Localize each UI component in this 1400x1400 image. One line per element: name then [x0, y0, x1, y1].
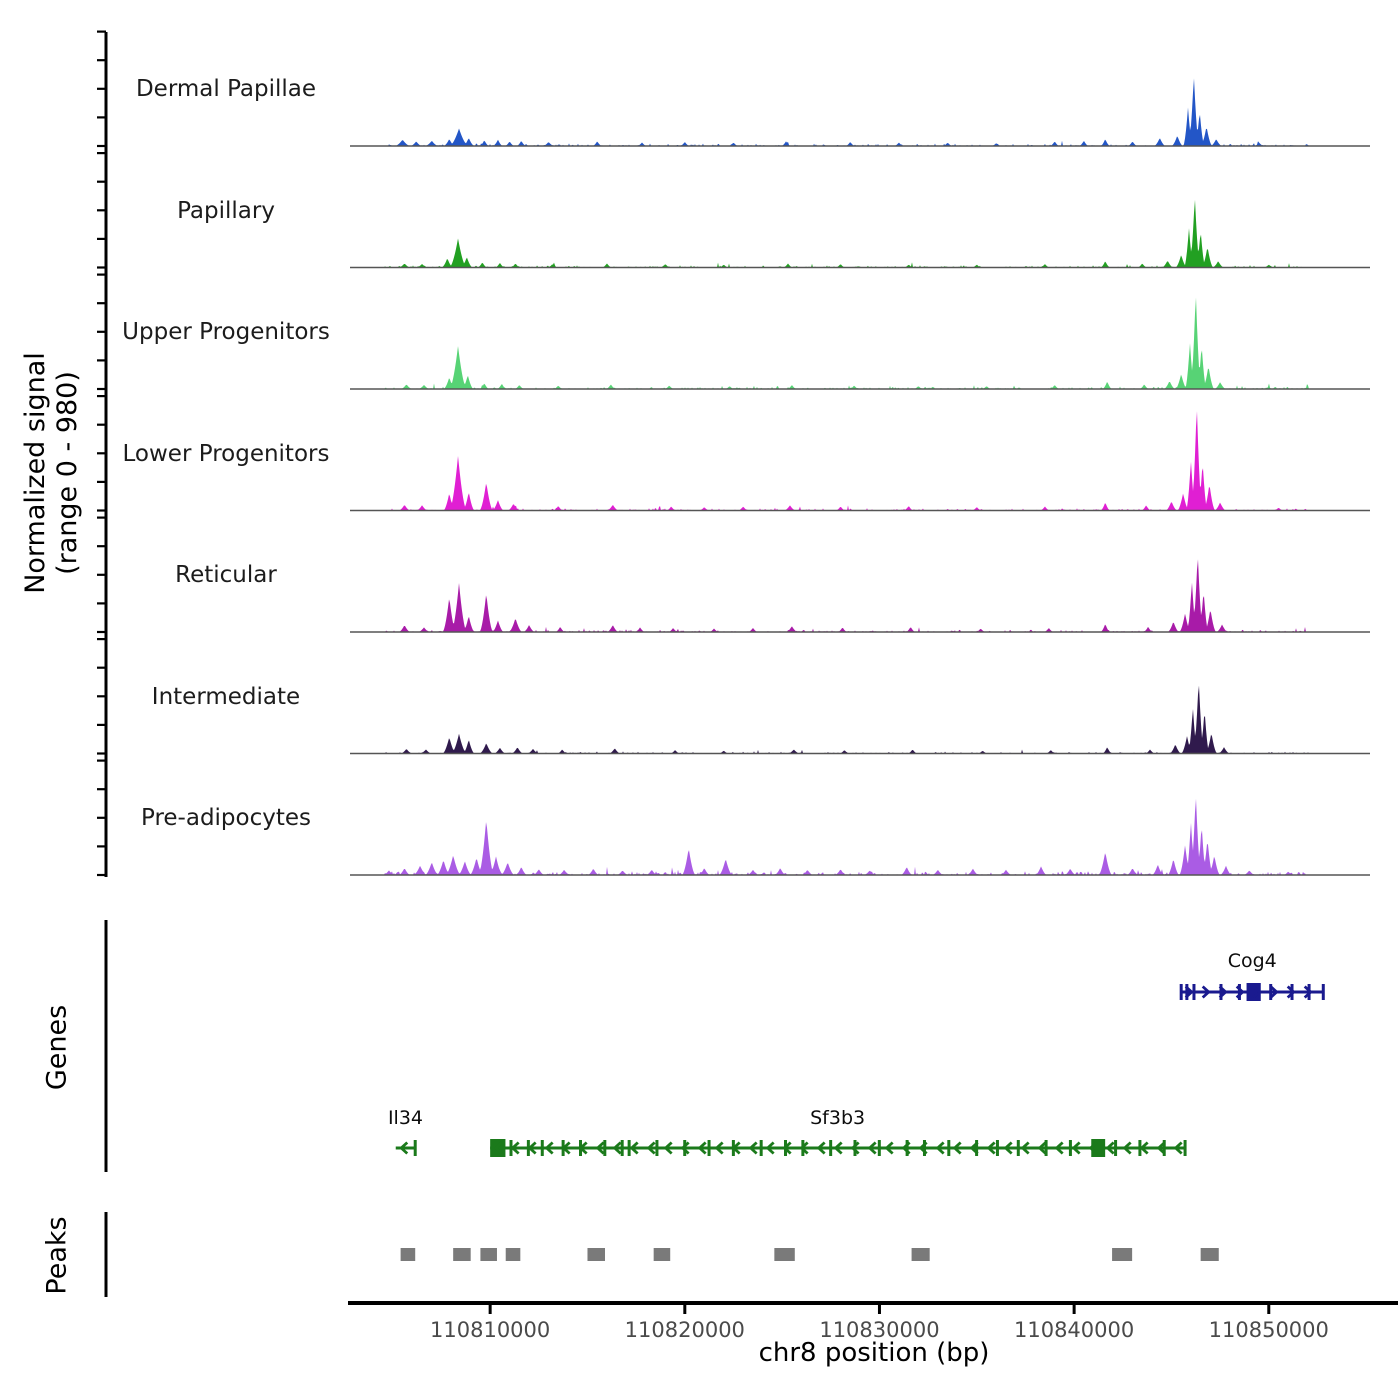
track-label-pre-adipocytes: Pre-adipocytes	[140, 805, 312, 831]
x-tick-label: 110850000	[1208, 1318, 1329, 1342]
peak-interval	[401, 1248, 416, 1261]
track-label-dermal-papillae: Dermal Papillae	[135, 76, 317, 102]
x-tick-label: 110820000	[624, 1318, 745, 1342]
track-label-papillary: Papillary	[177, 197, 275, 224]
peak-interval	[587, 1248, 605, 1261]
peak-interval	[774, 1248, 794, 1261]
track-label-lower-progenitors: Lower Progenitors	[122, 440, 330, 467]
y-axis-label	[20, 333, 84, 613]
peak-interval	[1201, 1248, 1219, 1261]
x-axis-title: chr8 position (bp)	[758, 1338, 990, 1368]
track-label-intermediate: Intermediate	[151, 683, 301, 710]
signal-track-3	[350, 411, 1370, 510]
peak-interval	[480, 1248, 497, 1261]
peak-interval	[1112, 1248, 1132, 1261]
signal-track-1	[350, 200, 1370, 268]
signal-track-5	[350, 686, 1370, 754]
peak-interval	[506, 1248, 521, 1261]
gene-label-il34: Il34	[387, 1107, 423, 1129]
track-label-upper-progenitors: Upper Progenitors	[122, 319, 330, 345]
x-tick-label: 110840000	[1013, 1318, 1135, 1342]
gene-label-sf3b3: Sf3b3	[810, 1107, 866, 1129]
peaks-section-label: Peaks	[41, 1216, 73, 1295]
signal-track-2	[350, 298, 1370, 390]
x-tick-label: 110830000	[819, 1318, 940, 1342]
genes-section-label: Genes	[41, 1004, 73, 1091]
y-axis-label-line2: (range 0 - 980)	[52, 371, 83, 575]
signal-track-0	[350, 78, 1370, 146]
gene-label-cog4: Cog4	[1227, 950, 1277, 972]
signal-track-6	[350, 799, 1370, 875]
x-tick-label: 110810000	[430, 1318, 551, 1342]
track-label-reticular: Reticular	[175, 562, 277, 588]
peak-interval	[912, 1248, 930, 1261]
peak-interval	[453, 1248, 471, 1261]
y-axis-label-line1: Normalized signal	[20, 352, 51, 594]
signal-track-4	[350, 559, 1370, 632]
peak-interval	[654, 1248, 671, 1261]
